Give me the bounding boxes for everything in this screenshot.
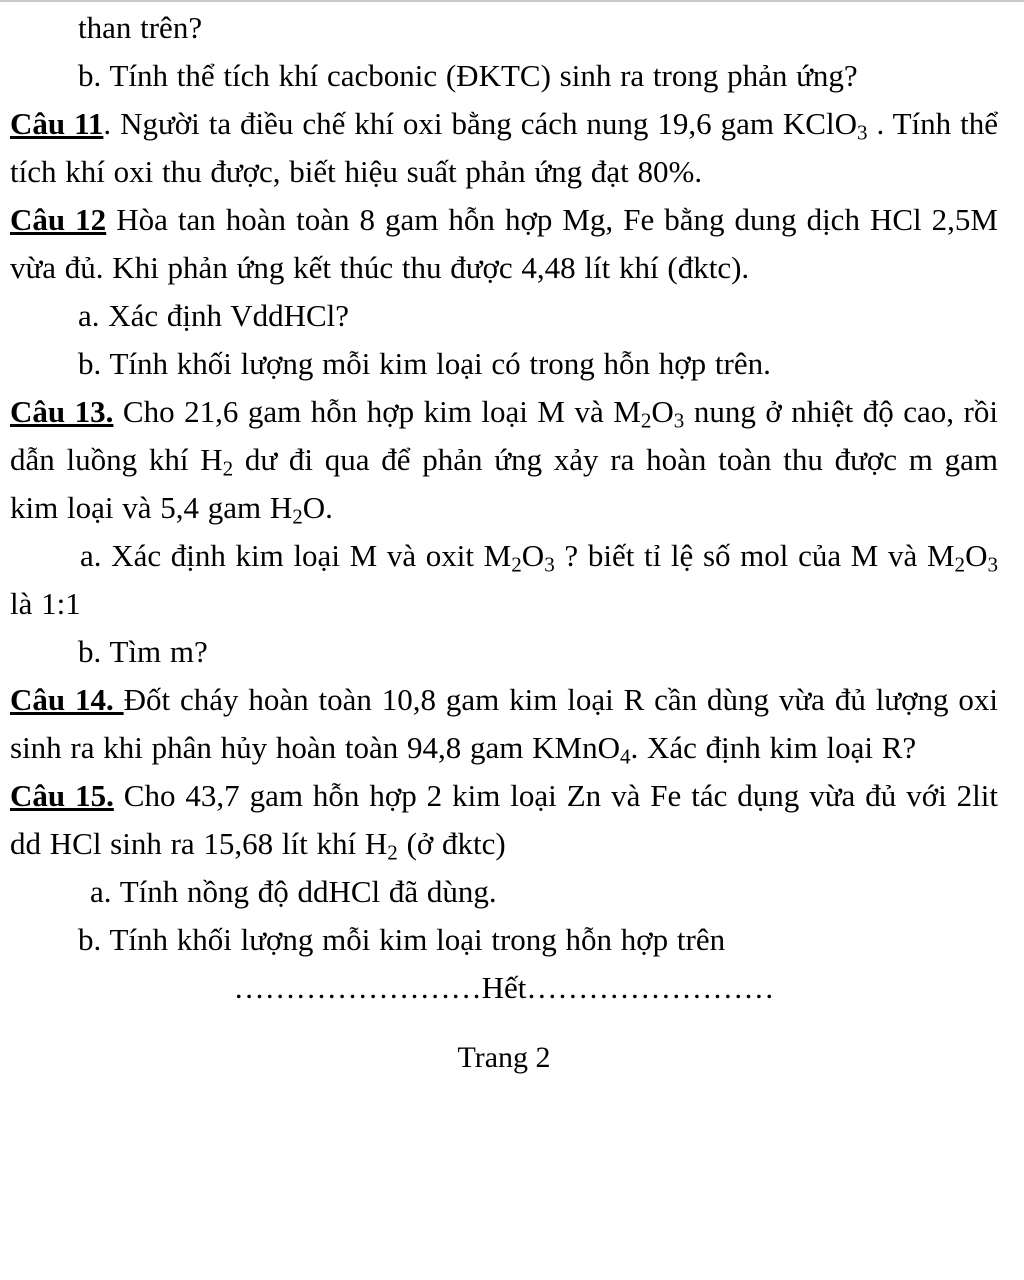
- text-run: nung ở nhiệt độ cao, rồi dẫn luồng khí H: [10, 394, 998, 477]
- item-a-question-15: [90, 868, 998, 916]
- page-number: Trang 2: [457, 1041, 551, 1074]
- text-run: Cho 21,6 gam hỗn hợp kim loại M và M: [113, 394, 641, 429]
- item-a-question-12: [78, 292, 998, 340]
- item-b-question-13: [78, 628, 998, 676]
- subscript-text: 3: [987, 552, 998, 577]
- text-run: . Người ta điều chế khí oxi bằng cách nung 19,6 gam KClO: [103, 106, 857, 141]
- question-label: Câu 12: [10, 202, 107, 237]
- item-b-question-15: [78, 916, 998, 964]
- text-run: a. Xác định kim loại M và oxit M: [80, 538, 512, 573]
- continuation-line: [78, 4, 998, 52]
- question-14: [10, 676, 998, 772]
- text-run: ……………………Hết……………………: [233, 970, 775, 1005]
- subscript-text: 2: [640, 408, 652, 433]
- subscript-text: 3: [673, 408, 685, 433]
- text-run: Đốt cháy hoàn toàn 10,8 gam kim loại R cần dùng vừa đủ lượng oxi sinh ra khi phân hủy hoàn toàn 94,8 gam KMnO: [10, 682, 998, 765]
- text-run: b. Tìm m?: [78, 634, 208, 669]
- text-run: dư đi qua để phản ứng xảy ra hoàn toàn thu được m gam kim loại và 5,4 gam H: [10, 442, 998, 525]
- subscript-text: 3: [856, 120, 868, 145]
- question-label: Câu 14.: [10, 682, 124, 717]
- text-run: a. Xác định VddHCl?: [78, 298, 350, 333]
- text-run: O: [521, 538, 545, 573]
- question-12: [10, 196, 998, 292]
- subscript-text: 4: [619, 744, 631, 769]
- text-run: than trên?: [78, 10, 203, 45]
- text-run: . Xác định kim loại R?: [630, 730, 917, 765]
- subscript-text: 3: [544, 552, 555, 577]
- subscript-text: 2: [511, 552, 522, 577]
- subscript-text: 2: [222, 456, 234, 481]
- text-run: b. Tính thể tích khí cacbonic (ĐKTC) sinh ra trong phản ứng?: [78, 58, 858, 93]
- text-run: là 1:1: [10, 586, 81, 621]
- subscript-text: 2: [387, 840, 398, 865]
- subscript-text: 2: [954, 552, 966, 577]
- question-15: [10, 772, 998, 868]
- item-b-question-10: [78, 52, 998, 100]
- text-run: Cho 43,7 gam hỗn hợp 2 kim loại Zn và Fe tác dụng vừa đủ với 2lit dd HCl sinh ra 15,68 lít khí H: [10, 778, 998, 861]
- question-label: Câu 11: [10, 106, 104, 141]
- text-run: O: [651, 394, 674, 429]
- text-run: . Tính thể tích khí oxi thu được, biết hiệu suất phản ứng đạt 80%.: [10, 106, 998, 189]
- subscript-text: 2: [292, 504, 303, 529]
- question-label: Câu 15.: [10, 778, 114, 813]
- text-run: O.: [302, 490, 333, 525]
- document-body: [10, 4, 998, 1012]
- document-page: [0, 2, 1024, 1280]
- text-run: b. Tính khối lượng mỗi kim loại trong hỗn hợp trên: [78, 922, 726, 957]
- question-11: [10, 100, 998, 196]
- text-run: (ở đktc): [397, 826, 506, 861]
- end-marker: [10, 964, 998, 1012]
- text-run: O: [965, 538, 988, 573]
- text-run: Hòa tan hoàn toàn 8 gam hỗn hợp Mg, Fe bằng dung dịch HCl 2,5M vừa đủ. Khi phản ứng kết thúc thu được 4,48 lít khí (đktc).: [10, 202, 998, 285]
- text-run: b. Tính khối lượng mỗi kim loại có trong hỗn hợp trên.: [78, 346, 771, 381]
- item-b-question-12: [78, 340, 998, 388]
- item-a-question-13: [10, 532, 998, 628]
- question-label: Câu 13.: [10, 394, 114, 429]
- question-13: [10, 388, 998, 532]
- text-run: ? biết tỉ lệ số mol của M và M: [554, 538, 955, 573]
- text-run: a. Tính nồng độ ddHCl đã dùng.: [90, 874, 497, 909]
